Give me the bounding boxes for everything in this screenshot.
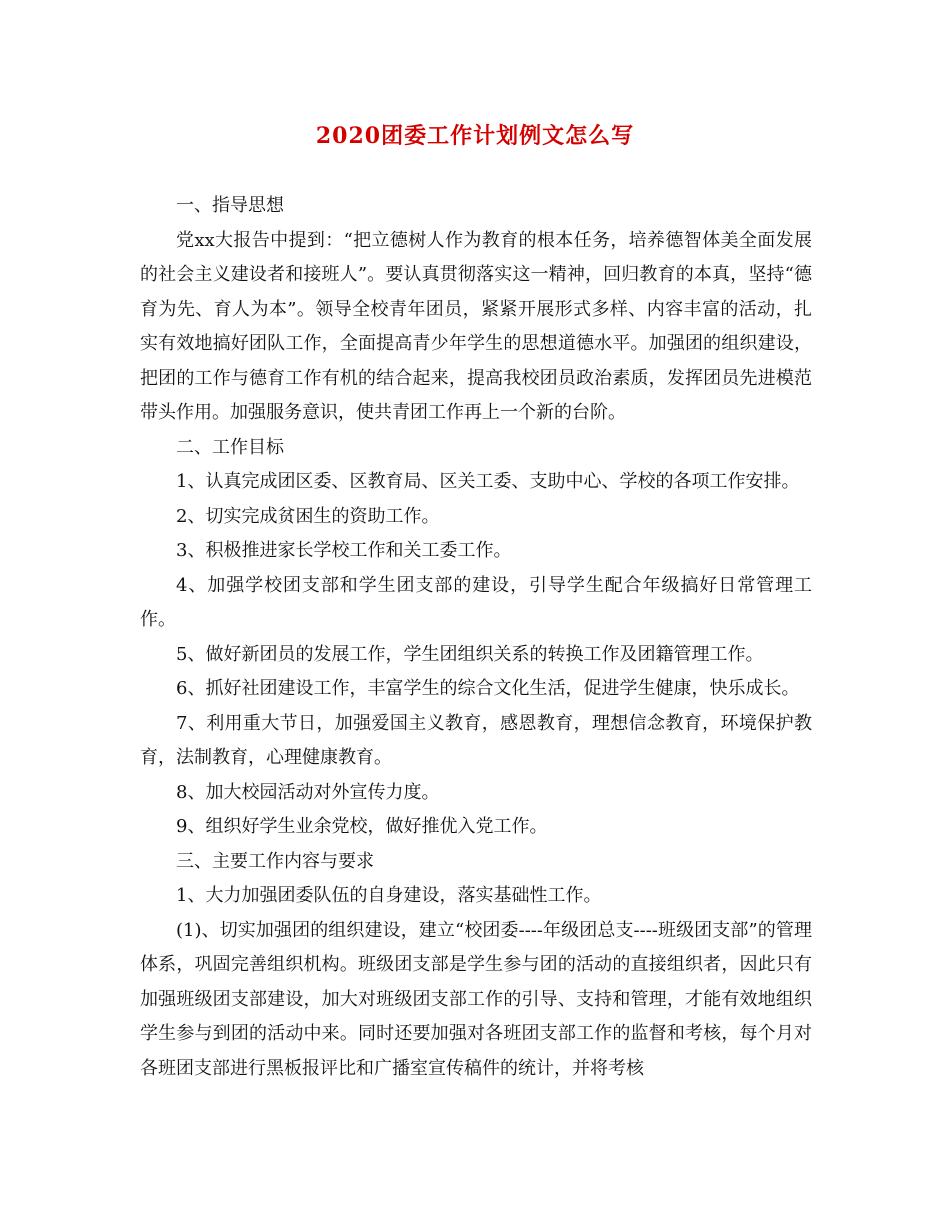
- goal-item-5: 5、做好新团员的发展工作，学生团组织关系的转换工作及团籍管理工作。: [176, 643, 764, 665]
- goal-item-9: 9、组织好学生业余党校，做好推优入党工作。: [176, 816, 548, 837]
- section-heading-work-goals: 二、工作目标: [176, 436, 284, 458]
- goal-item-6: 6、抓好社团建设工作，丰富学生的综合文化生活，促进学生健康，快乐成长。: [176, 678, 800, 699]
- goal-item-4: 4、加强学校团支部和学生团支部的建设，引导学生配合年级搞好日常管理工作。: [140, 574, 812, 630]
- goal-item-8: 8、加大校园活动对外宣传力度。: [176, 781, 440, 803]
- paragraph-guiding-ideology: 党xx大报告中提到：“把立德树人作为教育的根本任务，培养德智体美全面发展的社会主义建设者和接班人”。要认真贯彻落实这一精神，回归教育的本真，坚持“德育为先、育人为本”。领导全校青年团员，紧紧开展形式多样、内容丰富的活动，扎实有效地搞好团队工作，全面提高青少年学生的思想道德水平。加强团的组织建设，把团的工作与德育工作有机的结合起来，提高我校团员政治素质，发挥团员先进模范带头作用。加强服务意识，使共青团工作再上一个新的台阶。: [140, 229, 812, 423]
- goal-item-1: 1、认真完成团区委、区教育局、区关工委、支助中心、学校的各项工作安排。: [176, 471, 800, 492]
- goal-item-3: 3、积极推进家长学校工作和关工委工作。: [176, 540, 512, 561]
- content-subitem-1: (1)、切实加强团的组织建设，建立“校团委----年级团总支----班级团支部”的管理体系，巩固完善组织机构。班级团支部是学生参与团的活动的直接组织者，因此只有加强班级团支部建设，加大对班级团支部工作的引导、支持和管理，才能有效地组织学生参与到团的活动中来。同时还要加强对各班团支部工作的监督和考核，每个月对各班团支部进行黑板报评比和广播室宣传稿件的统计，并将考核: [140, 919, 812, 1079]
- section-heading-main-content: 三、主要工作内容与要求: [176, 850, 374, 872]
- document-body: [140, 189, 812, 1086]
- section-heading-guiding-ideology: 一、指导思想: [176, 195, 284, 216]
- document-title: 2020团委工作计划例文怎么写: [315, 123, 635, 149]
- content-item-1: 1、大力加强团委队伍的自身建设，落实基础性工作。: [176, 885, 602, 906]
- goal-item-7: 7、利用重大节日，加强爱国主义教育，感恩教育，理想信念教育，环境保护教育，法制教育，心理健康教育。: [140, 712, 812, 768]
- goal-item-2: 2、切实完成贫困生的资助工作。: [176, 505, 440, 527]
